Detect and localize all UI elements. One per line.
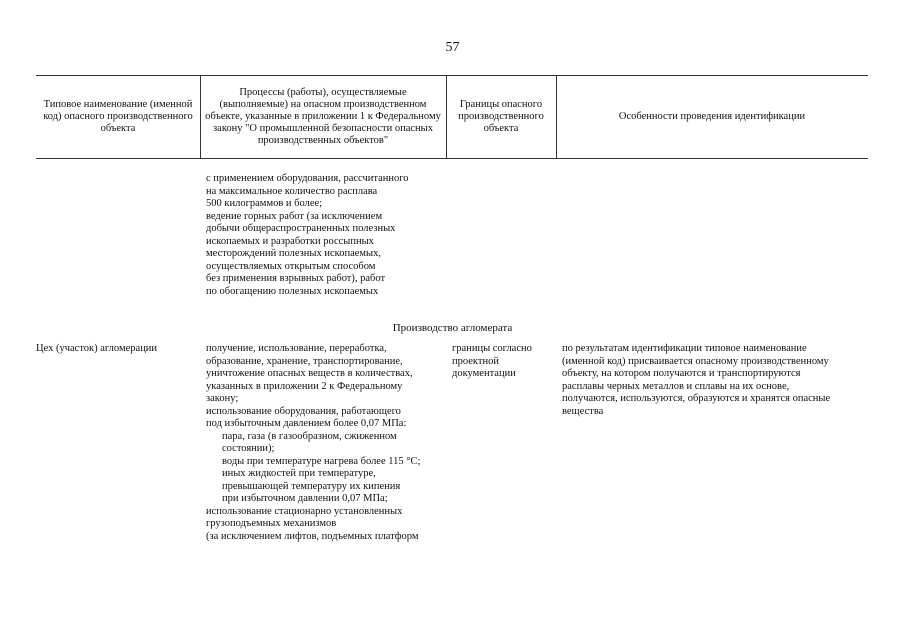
text-line: месторождений полезных ископаемых,	[206, 248, 381, 259]
table-header-rule-bottom	[36, 158, 868, 159]
text-line: без применения взрывных работ), работ	[206, 273, 386, 284]
text-line: указанных в приложении 2 к Федеральному	[206, 380, 403, 392]
page-number: 57	[445, 40, 460, 55]
text-line: (за исключением лифтов, подъемных платформ	[206, 530, 419, 542]
text-line: по обогащению полезных ископаемых	[206, 285, 379, 297]
text-line: уничтожение опасных веществ в количествах,	[206, 368, 413, 379]
text-line: при избыточном давлении 0,07 МПа;	[222, 493, 388, 504]
text-line: превышающей температуру их кипения	[222, 480, 401, 492]
column-header-processes: Процессы (работы), осуществляемые (выполняемые) на опасном производственном объекте, указанные в приложении 1 к Федеральному закону "О промышленной безопасности опасных производственных объектов"	[205, 86, 441, 146]
boundaries-cell	[452, 343, 532, 381]
text-line: по результатам идентификации типовое наименование	[562, 343, 807, 354]
column-header-object-name: Типовое наименование (именной код) опасного производственного объекта	[43, 98, 193, 134]
text-line: получаются, используются, образуются и хранятся опасные	[562, 393, 831, 404]
text-line: образование, хранение, транспортирование,	[206, 355, 403, 367]
text-line: ископаемых и разработки россыпных	[206, 235, 374, 247]
text-line: пара, газа (в газообразном, сжиженном	[222, 430, 397, 442]
text-line: закону;	[206, 393, 239, 404]
text-line: использование стационарно установленных	[206, 505, 403, 517]
identification-cell	[562, 343, 830, 418]
text-line: состоянии);	[222, 443, 275, 454]
text-line: (именной код) присваивается опасному производственному	[562, 355, 829, 367]
text-line: получение, использование, переработка,	[206, 343, 387, 354]
object-name: Цех (участок) агломерации	[36, 343, 158, 354]
text-line: границы согласно	[452, 343, 532, 354]
text-line: использование оборудования, работающего	[206, 405, 401, 417]
text-line: грузоподъемных механизмов	[206, 518, 337, 529]
text-line: добычи общераспространенных полезных	[206, 223, 396, 234]
text-line: расплавы черных металлов и сплавы на их основе,	[562, 380, 790, 392]
text-line: иных жидкостей при температуре,	[222, 468, 376, 479]
text-line: на максимальное количество расплава	[206, 185, 378, 197]
column-header-identification: Особенности проведения идентификации	[618, 110, 806, 122]
object-name-cell	[36, 343, 157, 356]
text-line: ведение горных работ (за исключением	[206, 210, 383, 222]
section-title: Производство агломерата	[392, 322, 513, 334]
text-line: документации	[452, 368, 516, 379]
text-line: с применением оборудования, рассчитанного	[206, 173, 409, 184]
text-line: под избыточным давлением более 0,07 МПа:	[206, 418, 407, 429]
continuation-process-cell	[206, 173, 409, 298]
text-line: вещества	[562, 405, 604, 417]
text-line: 500 килограммов и более;	[206, 198, 323, 209]
processes-cell	[206, 343, 420, 543]
text-line: воды при температуре нагрева более 115 °С;	[222, 455, 421, 467]
text-line: осуществляемых открытым способом	[206, 260, 376, 272]
text-line: объекту, на котором получаются и транспортируются	[562, 368, 801, 379]
text-line: проектной	[452, 355, 499, 367]
column-header-boundaries: Границы опасного производственного объекта	[458, 98, 544, 134]
